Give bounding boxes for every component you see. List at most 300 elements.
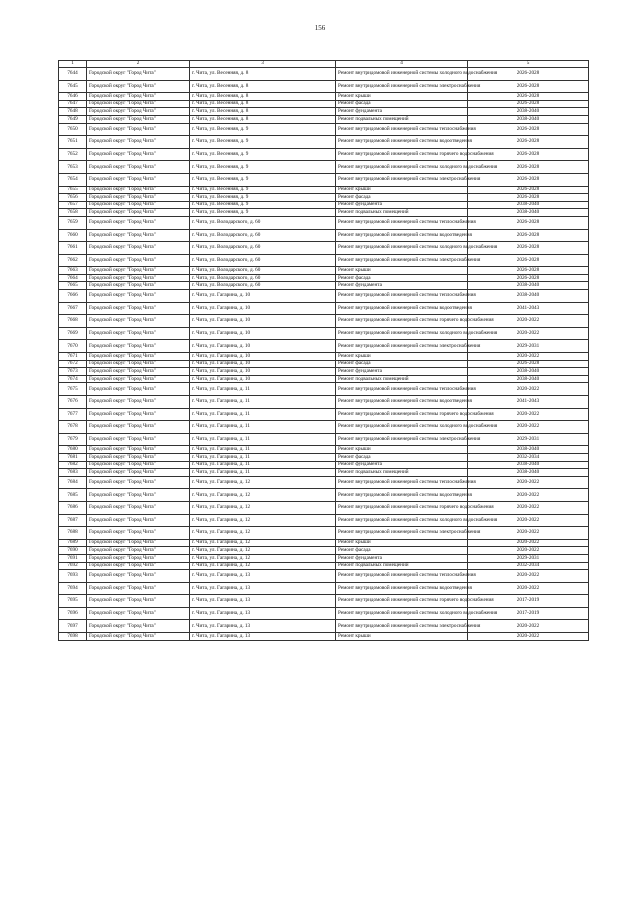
- address-cell: г. Чита, ул. Гагарина, д. 12: [190, 476, 336, 489]
- row-number: 7665: [59, 282, 87, 290]
- work-type-cell: Ремонт внутридомовой инженерной системы теплоснабжения: [336, 216, 468, 229]
- table-row: [59, 209, 589, 217]
- period-cell: 2020-2022: [468, 489, 589, 502]
- row-number: 7680: [59, 446, 87, 454]
- work-type-cell: Ремонт внутридомовой инженерной системы холодного водоснабжения: [336, 327, 468, 340]
- table-row: [59, 315, 589, 328]
- municipality-cell: Городской округ "Город Чита": [87, 527, 190, 540]
- row-number: 7650: [59, 123, 87, 136]
- work-type-cell: Ремонт подвальных помещений: [336, 469, 468, 477]
- row-number: 7653: [59, 161, 87, 174]
- table-row: [59, 360, 589, 368]
- table-row: [59, 327, 589, 340]
- row-number: 7696: [59, 607, 87, 620]
- address-cell: г. Чита, ул. Володарского, д. 60: [190, 282, 336, 290]
- municipality-cell: Городской округ "Город Чита": [87, 327, 190, 340]
- column-header: 2: [87, 61, 190, 68]
- work-type-cell: Ремонт внутридомовой инженерной системы водоотведения: [336, 302, 468, 315]
- column-header: 4: [336, 61, 468, 68]
- row-number: 7662: [59, 254, 87, 267]
- table-row: [59, 375, 589, 383]
- page-number: 156: [314, 24, 326, 32]
- address-cell: г. Чита, ул. Весенняя, д. 9: [190, 123, 336, 136]
- period-cell: 2026-2028: [468, 148, 589, 161]
- table-row: [59, 302, 589, 315]
- municipality-cell: Городской округ "Город Чита": [87, 216, 190, 229]
- work-type-cell: Ремонт внутридомовой инженерной системы электроснабжения: [336, 173, 468, 186]
- table-row: [59, 527, 589, 540]
- column-header: 3: [190, 61, 336, 68]
- address-cell: г. Чита, ул. Гагарина, д. 13: [190, 595, 336, 608]
- address-cell: г. Чита, ул. Гагарина, д. 11: [190, 453, 336, 461]
- address-cell: г. Чита, ул. Гагарина, д. 13: [190, 607, 336, 620]
- period-cell: 2026-2028: [468, 242, 589, 255]
- table-header: [59, 61, 589, 68]
- address-cell: г. Чита, ул. Гагарина, д. 13: [190, 582, 336, 595]
- table-row: [59, 620, 589, 633]
- row-number: 7676: [59, 396, 87, 409]
- table-row: [59, 267, 589, 275]
- address-cell: г. Чита, ул. Гагарина, д. 10: [190, 375, 336, 383]
- row-number: 7687: [59, 514, 87, 527]
- table-row: [59, 242, 589, 255]
- period-cell: 2026-2028: [468, 173, 589, 186]
- period-cell: 2026-2028: [468, 100, 589, 108]
- row-number: 7656: [59, 194, 87, 202]
- period-cell: 2020-2022: [468, 570, 589, 583]
- table-row: [59, 489, 589, 502]
- period-cell: 2026-2028: [468, 80, 589, 93]
- work-type-cell: Ремонт внутридомовой инженерной системы холодного водоснабжения: [336, 421, 468, 434]
- row-number: 7685: [59, 489, 87, 502]
- table-row: [59, 148, 589, 161]
- work-type-cell: Ремонт внутридомовой инженерной системы электроснабжения: [336, 620, 468, 633]
- address-cell: г. Чита, ул. Гагарина, д. 12: [190, 527, 336, 540]
- work-type-cell: Ремонт внутридомовой инженерной системы водоотведения: [336, 582, 468, 595]
- work-type-cell: Ремонт внутридомовой инженерной системы горячего водоснабжения: [336, 595, 468, 608]
- work-type-cell: Ремонт внутридомовой инженерной системы электроснабжения: [336, 433, 468, 446]
- address-cell: г. Чита, ул. Володарского, д. 60: [190, 254, 336, 267]
- table-row: [59, 123, 589, 136]
- table-row: [59, 100, 589, 108]
- address-cell: г. Чита, ул. Весенняя, д. 8: [190, 68, 336, 81]
- table-row: [59, 108, 589, 116]
- work-type-cell: Ремонт внутридомовой инженерной системы водоотведения: [336, 136, 468, 149]
- row-number: 7644: [59, 68, 87, 81]
- address-cell: г. Чита, ул. Гагарина, д. 13: [190, 570, 336, 583]
- address-cell: г. Чита, ул. Гагарина, д. 10: [190, 302, 336, 315]
- row-number: 7692: [59, 562, 87, 570]
- table-row: [59, 562, 589, 570]
- table-row: [59, 570, 589, 583]
- row-number: 7661: [59, 242, 87, 255]
- table-row: [59, 476, 589, 489]
- row-number: 7689: [59, 539, 87, 547]
- work-type-cell: Ремонт внутридомовой инженерной системы горячего водоснабжения: [336, 501, 468, 514]
- municipality-cell: Городской округ "Город Чита": [87, 595, 190, 608]
- row-number: 7649: [59, 115, 87, 123]
- period-cell: 2038-2040: [468, 209, 589, 217]
- address-cell: г. Чита, ул. Весенняя, д. 8: [190, 80, 336, 93]
- period-cell: 2026-2028: [468, 186, 589, 194]
- row-number: 7674: [59, 375, 87, 383]
- period-cell: 2026-2028: [468, 254, 589, 267]
- address-cell: г. Чита, ул. Весенняя, д. 8: [190, 100, 336, 108]
- municipality-cell: Городской округ "Город Чита": [87, 173, 190, 186]
- municipality-cell: Городской округ "Город Чита": [87, 123, 190, 136]
- address-cell: г. Чита, ул. Гагарина, д. 12: [190, 514, 336, 527]
- work-type-cell: Ремонт крыши: [336, 633, 468, 641]
- municipality-cell: Городской округ "Город Чита": [87, 161, 190, 174]
- address-cell: г. Чита, ул. Весенняя, д. 9: [190, 209, 336, 217]
- municipality-cell: Городской округ "Город Чита": [87, 229, 190, 242]
- table-row: [59, 216, 589, 229]
- address-cell: г. Чита, ул. Весенняя, д. 8: [190, 108, 336, 116]
- address-cell: г. Чита, ул. Весенняя, д. 9: [190, 201, 336, 209]
- municipality-cell: Городской округ "Город Чита": [87, 453, 190, 461]
- municipality-cell: Городской округ "Город Чита": [87, 421, 190, 434]
- work-type-cell: Ремонт внутридомовой инженерной системы холодного водоснабжения: [336, 607, 468, 620]
- row-number: 7660: [59, 229, 87, 242]
- row-number: 7659: [59, 216, 87, 229]
- address-cell: г. Чита, ул. Гагарина, д. 11: [190, 446, 336, 454]
- work-type-cell: Ремонт внутридомовой инженерной системы водоотведения: [336, 396, 468, 409]
- work-type-cell: Ремонт подвальных помещений: [336, 375, 468, 383]
- period-cell: 2020-2022: [468, 421, 589, 434]
- period-cell: 2020-2022: [468, 539, 589, 547]
- work-type-cell: Ремонт внутридомовой инженерной системы холодного водоснабжения: [336, 68, 468, 81]
- table-row: [59, 582, 589, 595]
- row-number: 7693: [59, 570, 87, 583]
- table-row: [59, 461, 589, 469]
- municipality-cell: Городской округ "Город Чита": [87, 501, 190, 514]
- municipality-cell: Городской округ "Город Чита": [87, 408, 190, 421]
- period-cell: 2020-2022: [468, 383, 589, 396]
- table-row: [59, 469, 589, 477]
- address-cell: г. Чита, ул. Гагарина, д. 10: [190, 360, 336, 368]
- row-number: 7663: [59, 267, 87, 275]
- table-row: [59, 136, 589, 149]
- address-cell: г. Чита, ул. Гагарина, д. 11: [190, 396, 336, 409]
- table-body: [59, 68, 589, 641]
- work-type-cell: Ремонт фундамента: [336, 461, 468, 469]
- period-cell: 2029-2031: [468, 554, 589, 562]
- municipality-cell: Городской округ "Город Чита": [87, 267, 190, 275]
- work-type-cell: Ремонт фасада: [336, 547, 468, 555]
- work-type-cell: Ремонт внутридомовой инженерной системы холодного водоснабжения: [336, 161, 468, 174]
- row-number: 7670: [59, 340, 87, 353]
- work-type-cell: Ремонт подвальных помещений: [336, 115, 468, 123]
- period-cell: 2020-2022: [468, 353, 589, 361]
- work-type-cell: Ремонт крыши: [336, 186, 468, 194]
- row-number: 7672: [59, 360, 87, 368]
- work-type-cell: Ремонт фасада: [336, 360, 468, 368]
- period-cell: 2026-2028: [468, 194, 589, 202]
- row-number: 7695: [59, 595, 87, 608]
- address-cell: г. Чита, ул. Весенняя, д. 9: [190, 173, 336, 186]
- period-cell: 2017-2019: [468, 595, 589, 608]
- address-cell: г. Чита, ул. Гагарина, д. 11: [190, 421, 336, 434]
- row-number: 7681: [59, 453, 87, 461]
- work-type-cell: Ремонт фасада: [336, 274, 468, 282]
- table-row: [59, 80, 589, 93]
- table-row: [59, 274, 589, 282]
- work-type-cell: Ремонт крыши: [336, 446, 468, 454]
- work-type-cell: Ремонт внутридомовой инженерной системы электроснабжения: [336, 80, 468, 93]
- period-cell: 2026-2028: [468, 229, 589, 242]
- row-number: 7667: [59, 302, 87, 315]
- table-row: [59, 547, 589, 555]
- row-number: 7671: [59, 353, 87, 361]
- period-cell: 2038-2040: [468, 108, 589, 116]
- address-cell: г. Чита, ул. Володарского, д. 60: [190, 216, 336, 229]
- column-header: 1: [59, 61, 87, 68]
- municipality-cell: Городской округ "Город Чита": [87, 201, 190, 209]
- work-type-cell: Ремонт фундамента: [336, 554, 468, 562]
- period-cell: 2026-2028: [468, 360, 589, 368]
- work-type-cell: Ремонт внутридомовой инженерной системы электроснабжения: [336, 340, 468, 353]
- address-cell: г. Чита, ул. Володарского, д. 60: [190, 274, 336, 282]
- address-cell: г. Чита, ул. Володарского, д. 60: [190, 242, 336, 255]
- table-row: [59, 282, 589, 290]
- work-type-cell: Ремонт фундамента: [336, 108, 468, 116]
- municipality-cell: Городской округ "Город Чита": [87, 620, 190, 633]
- work-type-cell: Ремонт крыши: [336, 353, 468, 361]
- row-number: 7677: [59, 408, 87, 421]
- municipality-cell: Городской округ "Город Чита": [87, 375, 190, 383]
- row-number: 7688: [59, 527, 87, 540]
- work-type-cell: Ремонт крыши: [336, 539, 468, 547]
- table-row: [59, 408, 589, 421]
- period-cell: 2020-2022: [468, 633, 589, 641]
- municipality-cell: Городской округ "Город Чита": [87, 115, 190, 123]
- work-type-cell: Ремонт фасада: [336, 100, 468, 108]
- address-cell: г. Чита, ул. Гагарина, д. 10: [190, 327, 336, 340]
- row-number: 7645: [59, 80, 87, 93]
- table-row: [59, 539, 589, 547]
- municipality-cell: Городской округ "Город Чита": [87, 302, 190, 315]
- row-number: 7647: [59, 100, 87, 108]
- municipality-cell: Городской округ "Город Чита": [87, 100, 190, 108]
- period-cell: 2026-2028: [468, 216, 589, 229]
- period-cell: 2038-2040: [468, 446, 589, 454]
- table-row: [59, 368, 589, 376]
- period-cell: 2020-2022: [468, 327, 589, 340]
- work-type-cell: Ремонт внутридомовой инженерной системы горячего водоснабжения: [336, 148, 468, 161]
- work-type-cell: Ремонт крыши: [336, 93, 468, 101]
- period-cell: 2017-2019: [468, 607, 589, 620]
- table-row: [59, 433, 589, 446]
- row-number: 7658: [59, 209, 87, 217]
- municipality-cell: Городской округ "Город Чита": [87, 396, 190, 409]
- municipality-cell: Городской округ "Город Чита": [87, 315, 190, 328]
- municipality-cell: Городской округ "Город Чита": [87, 282, 190, 290]
- municipality-cell: Городской округ "Город Чита": [87, 290, 190, 303]
- address-cell: г. Чита, ул. Гагарина, д. 11: [190, 408, 336, 421]
- municipality-cell: Городской округ "Город Чита": [87, 514, 190, 527]
- row-number: 7678: [59, 421, 87, 434]
- row-number: 7682: [59, 461, 87, 469]
- table-row: [59, 201, 589, 209]
- period-cell: 2026-2028: [468, 274, 589, 282]
- municipality-cell: Городской округ "Город Чита": [87, 186, 190, 194]
- municipality-cell: Городской округ "Город Чита": [87, 93, 190, 101]
- table-row: [59, 446, 589, 454]
- work-type-cell: Ремонт внутридомовой инженерной системы водоотведения: [336, 229, 468, 242]
- period-cell: 2020-2022: [468, 582, 589, 595]
- municipality-cell: Городской округ "Город Чита": [87, 209, 190, 217]
- table-row: [59, 340, 589, 353]
- table-row: [59, 501, 589, 514]
- address-cell: г. Чита, ул. Гагарина, д. 10: [190, 315, 336, 328]
- work-type-cell: Ремонт фундамента: [336, 368, 468, 376]
- period-cell: 2032-2034: [468, 453, 589, 461]
- row-number: 7675: [59, 383, 87, 396]
- address-cell: г. Чита, ул. Гагарина, д. 10: [190, 340, 336, 353]
- row-number: 7683: [59, 469, 87, 477]
- municipality-cell: Городской округ "Город Чита": [87, 547, 190, 555]
- address-cell: г. Чита, ул. Гагарина, д. 13: [190, 620, 336, 633]
- municipality-cell: Городской округ "Город Чита": [87, 570, 190, 583]
- work-type-cell: Ремонт внутридомовой инженерной системы теплоснабжения: [336, 570, 468, 583]
- address-cell: г. Чита, ул. Гагарина, д. 11: [190, 461, 336, 469]
- period-cell: 2026-2028: [468, 68, 589, 81]
- work-type-cell: Ремонт внутридомовой инженерной системы теплоснабжения: [336, 123, 468, 136]
- table-row: [59, 115, 589, 123]
- table-row: [59, 514, 589, 527]
- work-type-cell: Ремонт фундамента: [336, 201, 468, 209]
- municipality-cell: Городской округ "Город Чита": [87, 194, 190, 202]
- table-row: [59, 554, 589, 562]
- municipality-cell: Городской округ "Город Чита": [87, 539, 190, 547]
- work-type-cell: Ремонт внутридомовой инженерной системы теплоснабжения: [336, 290, 468, 303]
- table-row: [59, 68, 589, 81]
- period-cell: 2038-2040: [468, 469, 589, 477]
- municipality-cell: Городской округ "Город Чита": [87, 136, 190, 149]
- table-row: [59, 383, 589, 396]
- municipality-cell: Городской округ "Город Чита": [87, 360, 190, 368]
- municipality-cell: Городской округ "Город Чита": [87, 562, 190, 570]
- table-row: [59, 595, 589, 608]
- address-cell: г. Чита, ул. Весенняя, д. 8: [190, 93, 336, 101]
- address-cell: г. Чита, ул. Гагарина, д. 11: [190, 469, 336, 477]
- municipality-cell: Городской округ "Город Чита": [87, 554, 190, 562]
- row-number: 7668: [59, 315, 87, 328]
- address-cell: г. Чита, ул. Гагарина, д. 10: [190, 290, 336, 303]
- period-cell: 2029-2031: [468, 340, 589, 353]
- row-number: 7651: [59, 136, 87, 149]
- address-cell: г. Чита, ул. Весенняя, д. 9: [190, 136, 336, 149]
- row-number: 7673: [59, 368, 87, 376]
- work-type-cell: Ремонт внутридомовой инженерной системы водоотведения: [336, 489, 468, 502]
- row-number: 7655: [59, 186, 87, 194]
- period-cell: 2032-2034: [468, 562, 589, 570]
- table-row: [59, 607, 589, 620]
- municipality-cell: Городской округ "Город Чита": [87, 446, 190, 454]
- row-number: 7697: [59, 620, 87, 633]
- period-cell: 2029-2031: [468, 433, 589, 446]
- municipality-cell: Городской округ "Город Чита": [87, 476, 190, 489]
- table-row: [59, 453, 589, 461]
- address-cell: г. Чита, ул. Гагарина, д. 12: [190, 554, 336, 562]
- row-number: 7694: [59, 582, 87, 595]
- address-cell: г. Чита, ул. Весенняя, д. 9: [190, 194, 336, 202]
- municipality-cell: Городской округ "Город Чита": [87, 433, 190, 446]
- row-number: 7679: [59, 433, 87, 446]
- municipality-cell: Городской округ "Город Чита": [87, 353, 190, 361]
- period-cell: 2020-2022: [468, 547, 589, 555]
- period-cell: 2038-2040: [468, 461, 589, 469]
- municipality-cell: Городской округ "Город Чита": [87, 461, 190, 469]
- row-number: 7652: [59, 148, 87, 161]
- municipality-cell: Городской округ "Город Чита": [87, 383, 190, 396]
- row-number: 7664: [59, 274, 87, 282]
- municipality-cell: Городской округ "Город Чита": [87, 148, 190, 161]
- work-type-cell: Ремонт фасада: [336, 453, 468, 461]
- address-cell: г. Чита, ул. Весенняя, д. 8: [190, 115, 336, 123]
- table-row: [59, 161, 589, 174]
- row-number: 7669: [59, 327, 87, 340]
- municipality-cell: Городской округ "Город Чита": [87, 340, 190, 353]
- address-cell: г. Чита, ул. Гагарина, д. 10: [190, 368, 336, 376]
- period-cell: 2020-2022: [468, 476, 589, 489]
- period-cell: 2038-2040: [468, 115, 589, 123]
- address-cell: г. Чита, ул. Весенняя, д. 9: [190, 186, 336, 194]
- municipality-cell: Городской округ "Город Чита": [87, 274, 190, 282]
- period-cell: 2020-2022: [468, 527, 589, 540]
- work-type-cell: Ремонт внутридомовой инженерной системы горячего водоснабжения: [336, 315, 468, 328]
- work-type-cell: Ремонт подвальных помещений: [336, 562, 468, 570]
- municipality-cell: Городской округ "Город Чита": [87, 80, 190, 93]
- address-cell: г. Чита, ул. Володарского, д. 60: [190, 267, 336, 275]
- period-cell: 2041-2043: [468, 302, 589, 315]
- period-cell: 2026-2028: [468, 136, 589, 149]
- table-row: [59, 173, 589, 186]
- row-number: 7690: [59, 547, 87, 555]
- work-type-cell: Ремонт внутридомовой инженерной системы теплоснабжения: [336, 383, 468, 396]
- period-cell: 2026-2028: [468, 93, 589, 101]
- work-type-cell: Ремонт внутридомовой инженерной системы теплоснабжения: [336, 476, 468, 489]
- address-cell: г. Чита, ул. Гагарина, д. 12: [190, 562, 336, 570]
- address-cell: г. Чита, ул. Гагарина, д. 10: [190, 353, 336, 361]
- address-cell: г. Чита, ул. Гагарина, д. 12: [190, 547, 336, 555]
- period-cell: 2026-2028: [468, 267, 589, 275]
- work-type-cell: Ремонт фасада: [336, 194, 468, 202]
- row-number: 7648: [59, 108, 87, 116]
- work-type-cell: Ремонт подвальных помещений: [336, 209, 468, 217]
- municipality-cell: Городской округ "Город Чита": [87, 254, 190, 267]
- address-cell: г. Чита, ул. Гагарина, д. 11: [190, 433, 336, 446]
- address-cell: г. Чита, ул. Гагарина, д. 12: [190, 489, 336, 502]
- table-row: [59, 421, 589, 434]
- municipality-cell: Городской округ "Город Чита": [87, 607, 190, 620]
- row-number: 7654: [59, 173, 87, 186]
- address-cell: г. Чита, ул. Гагарина, д. 12: [190, 501, 336, 514]
- row-number: 7646: [59, 93, 87, 101]
- table-row: [59, 633, 589, 641]
- municipality-cell: Городской округ "Город Чита": [87, 242, 190, 255]
- work-type-cell: Ремонт внутридомовой инженерной системы электроснабжения: [336, 527, 468, 540]
- municipality-cell: Городской округ "Город Чита": [87, 68, 190, 81]
- row-number: 7684: [59, 476, 87, 489]
- work-type-cell: Ремонт крыши: [336, 267, 468, 275]
- period-cell: 2041-2043: [468, 396, 589, 409]
- table-row: [59, 254, 589, 267]
- row-number: 7686: [59, 501, 87, 514]
- municipality-cell: Городской округ "Город Чита": [87, 469, 190, 477]
- period-cell: 2020-2022: [468, 315, 589, 328]
- row-number: 7691: [59, 554, 87, 562]
